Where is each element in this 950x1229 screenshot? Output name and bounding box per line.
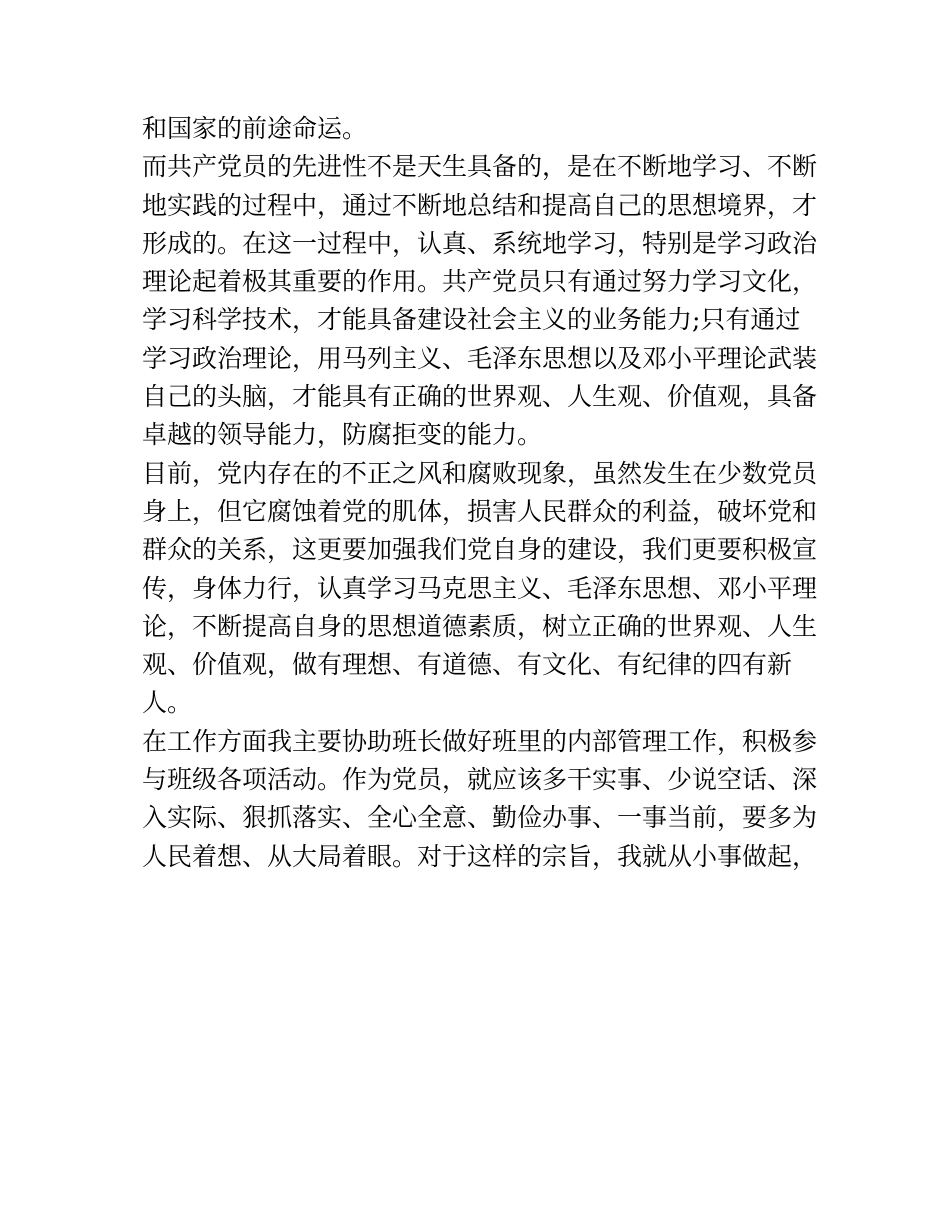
text-line: 自己的头脑，才能具有正确的世界观、人生观、价值观，具备 [142, 382, 818, 412]
text-line: 与班级各项活动。作为党员，就应该多干实事、少说空话、深 [142, 765, 818, 795]
text-line: 和国家的前途命运。 [142, 114, 368, 143]
text-line: 学习科学技术，才能具备建设社会主义的业务能力;只有通过 [142, 305, 801, 335]
text-line: 论，不断提高自身的思想道德素质，树立正确的世界观、人生 [142, 611, 818, 641]
text-line: 身上，但它腐蚀着党的肌体，损害人民群众的利益，破坏党和 [142, 496, 818, 526]
text-line: 传，身体力行，认真学习马克思主义、毛泽东思想、邓小平理 [142, 573, 818, 603]
text-line: 入实际、狠抓落实、全心全意、勤俭办事、一事当前，要多为 [142, 803, 818, 833]
text-line: 人。 [142, 688, 193, 718]
text-line: 在工作方面我主要协助班长做好班里的内部管理工作，积极参 [142, 726, 818, 756]
text-line: 理论起着极其重要的作用。共产党员只有通过努力学习文化， [142, 267, 818, 297]
text-line: 群众的关系，这更要加强我们党自身的建设，我们更要积极宣 [142, 535, 818, 565]
document-body [142, 110, 822, 876]
text-line: 地实践的过程中，通过不断地总结和提高自己的思想境界，才 [142, 190, 818, 220]
text-line: 而共产党员的先进性不是天生具备的，是在不断地学习、不断 [142, 152, 818, 182]
text-line: 观、价值观，做有理想、有道德、有文化、有纪律的四有新 [142, 650, 793, 680]
text-line: 人民着想、从大局着眼。对于这样的宗旨，我就从小事做起， [142, 841, 818, 871]
text-line: 卓越的领导能力，防腐拒变的能力。 [142, 420, 543, 450]
text-line: 目前，党内存在的不正之风和腐败现象，虽然发生在少数党员 [142, 458, 818, 488]
text-line: 形成的。在这一过程中，认真、系统地学习，特别是学习政治 [142, 228, 818, 258]
text-line: 学习政治理论，用马列主义、毛泽东思想以及邓小平理论武装 [142, 343, 818, 373]
